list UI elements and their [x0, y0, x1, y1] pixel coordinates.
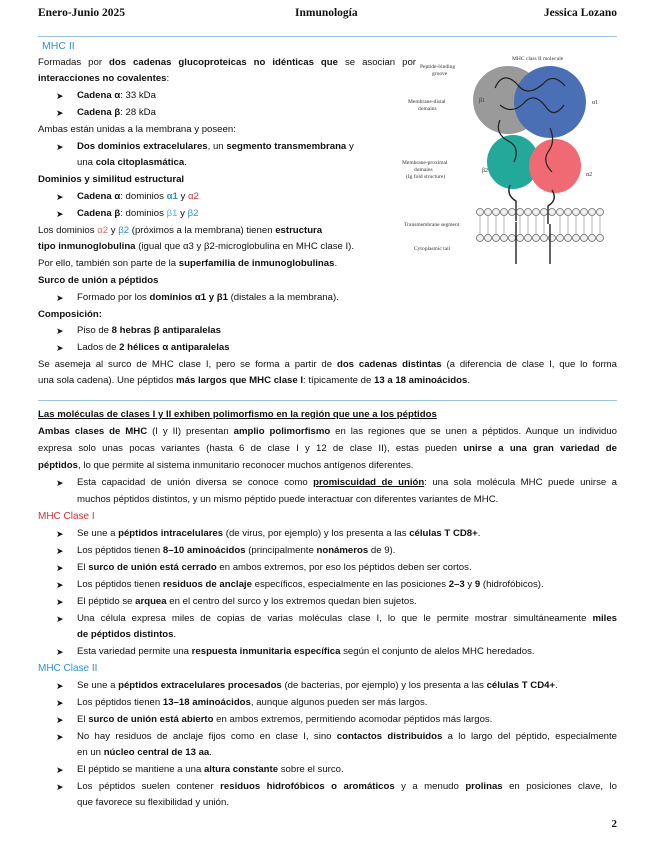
domain-beta: Cadena β: dominios β1 y β2 — [77, 208, 199, 219]
figure-proximal-1: Membrane-proximal — [402, 160, 448, 166]
class1-item-3: El surco de unión está cerrado en ambos extremos, por eso los péptidos deben ser cortos. — [77, 562, 472, 573]
header-author: Jessica Lozano — [543, 7, 617, 19]
ig-line-3: Por ello, también son parte de la superfamilia de inmunoglobulinas. — [38, 258, 338, 269]
ig-line-1: Los dominios α2 y β2 (próximos a la membrana) tienen estructura — [38, 225, 323, 236]
bullet-icon: ➤ — [56, 529, 64, 539]
class2-item-1: Se une a péptidos extracelulares procesados (de bacterias, por ejemplo) y los presenta a las células T CD4+. — [77, 680, 558, 691]
label-beta2: β2 — [482, 168, 489, 174]
composition-item-1: Piso de 8 hebras β antiparalelas — [77, 325, 221, 336]
bullet-icon: ➤ — [56, 597, 64, 607]
class1-item-7: Esta variedad permite una respuesta inmunitaria específica según el conjunto de alelos MHC heredados. — [77, 646, 535, 657]
bullet-icon: ➤ — [56, 108, 64, 118]
class2-item-4: No hay residuos de anclaje fijos como en clase I, sino contactos distribuidos a lo largo del péptido, especialmente — [77, 731, 618, 742]
class1-item-2: Los péptidos tienen 8–10 aminoácidos (principalmente nonámeros de 9). — [77, 545, 396, 556]
poly-p2: expresa solo unas pocas variantes (hasta 6 de clase I y 12 de clase II), estas pueden unirse a una gran variedad de — [38, 443, 617, 454]
bullet-icon: ➤ — [56, 698, 64, 708]
bullet-icon: ➤ — [56, 209, 64, 219]
domains-line-2: una cola citoplasmática. — [77, 157, 187, 168]
chain-alpha: Cadena α: 33 kDa — [77, 90, 156, 101]
groove-heading: Surco de unión a péptidos — [38, 275, 159, 286]
composition-item-2: Lados de 2 hélices α antiparalelas — [77, 342, 230, 353]
ig-line-2: tipo inmunoglobulina (igual que α3 y β2-microglobulina en MHC clase I). — [38, 241, 355, 252]
bullet-icon: ➤ — [56, 546, 64, 556]
page-header — [38, 7, 617, 23]
bullet-icon: ➤ — [56, 563, 64, 573]
chain-beta: Cadena β: 28 kDa — [77, 107, 156, 118]
similar-line-1: Se asemeja al surco de MHC clase I, pero se forma a partir de dos cadenas distintas (a diferencia de clase I, que lo forma — [38, 359, 617, 370]
poly-p1: Ambas clases de MHC (I y II) presentan amplio polimorfismo en las regiones que se unen a péptidos. Aunque un individuo — [38, 426, 617, 437]
bullet-icon: ➤ — [56, 782, 64, 792]
figure-proximal-3: (Ig fold structure) — [406, 174, 446, 180]
lipid-bilayer — [477, 209, 604, 242]
poly-heading: Las moléculas de clases I y II exhiben polimorfismo en la región que une a los péptidos — [38, 409, 437, 420]
class1-item-6: Una célula expresa miles de copias de varias moléculas clase I, lo que le permite mostrar simultáneamente miles — [77, 613, 617, 624]
domain-alpha: Cadena α: dominios α1 y α2 — [77, 191, 199, 202]
class2-item-3: El surco de unión está abierto en ambos extremos, permitiendo acomodar péptidos más largos. — [77, 714, 493, 725]
mhc2-heading: MHC II — [42, 40, 75, 52]
bullet-icon: ➤ — [56, 91, 64, 101]
class2-item-4b: en un núcleo central de 13 aa. — [77, 747, 212, 758]
figure-title: MHC class II molecule — [512, 56, 564, 62]
bullet-icon: ➤ — [56, 343, 64, 353]
class2-heading: MHC Clase II — [38, 663, 98, 674]
figure-groove-1: Peptide-binding — [420, 64, 456, 70]
struct-heading: Dominios y similitud estructural — [38, 174, 185, 185]
bullet-icon: ➤ — [56, 192, 64, 202]
figure-proximal-2: domains — [414, 167, 433, 173]
class2-item-5: El péptido se mantiene a una altura constante sobre el surco. — [77, 764, 344, 775]
class1-item-4: Los péptidos tienen residuos de anclaje específicos, especialmente en las posiciones 2–3 y 9 (hidrofóbicos). — [77, 579, 544, 590]
bullet-icon: ➤ — [56, 478, 64, 488]
label-alpha1: α1 — [592, 100, 599, 106]
composition-heading: Composición: — [38, 309, 102, 320]
bullet-icon: ➤ — [56, 326, 64, 336]
label-beta1: β1 — [479, 98, 486, 104]
label-alpha2: α2 — [586, 172, 593, 178]
mhc2-structure-figure — [400, 50, 620, 270]
similar-line-2: una sola cadena). Une péptidos más largos que MHC clase I: típicamente de 13 a 18 aminoácidos. — [38, 375, 470, 386]
bullet-icon: ➤ — [56, 765, 64, 775]
figure-distal-1: Membrane-distal — [408, 99, 446, 105]
class1-item-6b: de péptidos distintos. — [77, 629, 177, 640]
poly-bullet: Esta capacidad de unión diversa se conoce como promiscuidad de unión: una sola molécula MHC puede unirse a — [77, 477, 617, 488]
groove-item: Formado por los dominios α1 y β1 (distales a la membrana). — [77, 292, 339, 303]
page-number: 2 — [611, 818, 617, 830]
figure-tm: Transmembrane segment — [404, 222, 460, 228]
bullet-icon: ➤ — [56, 715, 64, 725]
header-subject: Inmunología — [295, 7, 358, 19]
class2-item-6b: que favorece su flexibilidad y unión. — [77, 797, 229, 808]
bullet-icon: ➤ — [56, 293, 64, 303]
mhc2-intro-2: interacciones no covalentes: — [38, 73, 170, 84]
bullet-icon: ➤ — [56, 732, 64, 742]
alpha2-domain — [529, 139, 581, 193]
class2-item-2: Los péptidos tienen 13–18 aminoácidos, aunque algunos pueden ser más largos. — [77, 697, 428, 708]
bullet-icon: ➤ — [56, 647, 64, 657]
bullet-icon: ➤ — [56, 580, 64, 590]
figure-distal-2: domains — [418, 106, 437, 112]
header-date: Enero-Junio 2025 — [38, 7, 126, 19]
mhc2-intro: Formadas por dos cadenas glucoproteicas no idénticas que se asocian por — [38, 57, 416, 68]
poly-p3: péptidos, lo que permite al sistema inmunitario reconocer muchos antígenos diferentes. — [38, 460, 414, 471]
section-divider — [38, 400, 617, 401]
mhc2-both: Ambas están unidas a la membrana y poseen: — [38, 124, 236, 135]
header-divider — [38, 36, 617, 37]
class1-heading: MHC Clase I — [38, 511, 95, 522]
domains-line-1: Dos dominios extracelulares, un segmento transmembrana y — [77, 141, 354, 152]
bullet-icon: ➤ — [56, 614, 64, 624]
figure-tail: Cytoplasmic tail — [414, 246, 451, 252]
class1-item-1: Se une a péptidos intracelulares (de virus, por ejemplo) y los presenta a las células T CD8+. — [77, 528, 481, 539]
class2-item-6: Los péptidos suelen contener residuos hidrofóbicos o aromáticos y a menudo prolinas en posiciones clave, lo — [77, 781, 617, 792]
figure-groove-2: groove — [432, 71, 448, 77]
poly-bullet-2: muchos péptidos distintos, y un mismo péptido puede interactuar con diferentes variantes de MHC. — [77, 494, 499, 505]
class1-item-5: El péptido se arquea en el centro del surco y los extremos quedan bien sujetos. — [77, 596, 417, 607]
bullet-icon: ➤ — [56, 681, 64, 691]
bullet-icon: ➤ — [56, 142, 64, 152]
